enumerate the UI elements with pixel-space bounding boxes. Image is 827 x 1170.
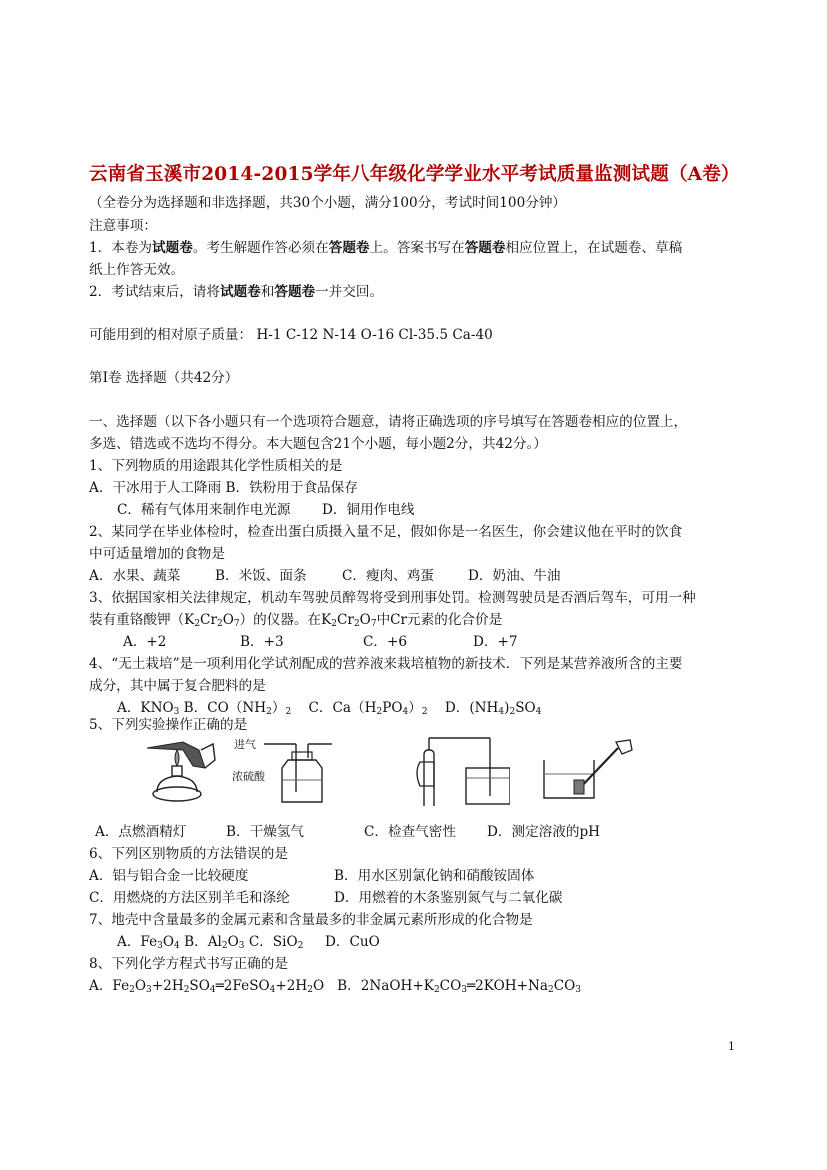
- subscript: 3: [461, 985, 467, 995]
- notice-bold: 试题卷: [152, 240, 193, 256]
- question-4-cont: 成分，其中属于复合肥料的是: [89, 678, 266, 694]
- acid-label: 浓硫酸: [232, 770, 265, 783]
- page-number: 1: [728, 1040, 735, 1053]
- subscript: 2: [433, 985, 440, 995]
- question-7: 7、地壳中含量最多的金属元素和含量最多的非金属元素所形成的化合物是: [89, 912, 533, 928]
- question-1: 1、下列物质的用途跟其化学性质相关的是: [89, 458, 343, 474]
- q3-text: O: [222, 612, 234, 628]
- subscript: 4: [535, 707, 542, 717]
- question-2-cont: 中可适量增加的食物是: [89, 546, 225, 562]
- q2-option-c: C．瘦肉、鸡蛋: [342, 568, 434, 584]
- subscript: 2: [285, 707, 292, 717]
- subscript: 2: [421, 707, 428, 717]
- q4-text: ）: [271, 700, 286, 716]
- subscript: 3: [238, 941, 245, 951]
- q2-option-d: D．奶油、牛油: [468, 568, 561, 584]
- subscript: 7: [233, 619, 240, 629]
- notice-text: 上。答案书写在: [369, 240, 465, 256]
- gas-washing-bottle-figure: [232, 736, 342, 806]
- page-title: 云南省玉溪市2014-2015学年八年级化学学业水平考试质量监测试题（A卷）: [89, 164, 740, 185]
- q4-options: [117, 699, 541, 717]
- q3-text: Cr: [337, 612, 354, 628]
- q1-options-ab: A．干冰用于人工降雨 B．铁粉用于食品保存: [89, 480, 358, 496]
- q6-option-d: D．用燃着的木条鉴别氮气与二氧化碳: [334, 890, 563, 906]
- q8-option-b: B．2NaOH+K: [337, 978, 434, 994]
- notice-item-1-cont: 纸上作答无效。: [89, 262, 185, 278]
- q8-options: [89, 977, 581, 995]
- subscript: 2: [547, 985, 554, 995]
- subscript: 3: [173, 707, 180, 717]
- q8-text: O: [313, 978, 325, 994]
- question-8: 8、下列化学方程式书写正确的是: [89, 956, 288, 972]
- q1-option-c: C．稀有气体用来制作电光源: [117, 502, 291, 518]
- exam-subtitle: （全卷分为选择题和非选择题，共30个小题，满分100分，考试时间100分钟）: [89, 195, 567, 211]
- q8-text: SO: [189, 978, 210, 994]
- section-instructions-cont: 多选、错选或不选均不得分。本大题包含21个小题，每小题2分，共42分。）: [89, 436, 547, 452]
- notice-text: 相应位置上，在试题卷、草稿: [505, 240, 683, 256]
- alcohol-lamp-figure: [143, 738, 219, 804]
- ph-measurement-figure: [538, 734, 634, 804]
- notice-item-1: [89, 239, 682, 257]
- q6-option-c: C．用燃烧的方法区别羊毛和涤纶: [89, 890, 290, 906]
- subscript: 2: [307, 985, 314, 995]
- q5-option-d: D．测定溶液的pH: [487, 824, 601, 840]
- subscript: 2: [331, 619, 338, 629]
- q3-option-a: A．+2: [123, 634, 167, 650]
- notice-bold: 答题卷: [274, 284, 316, 300]
- q4-text: PO: [382, 700, 403, 716]
- q7-option-d: D．CuO: [324, 934, 380, 950]
- q5-option-c: C．检查气密性: [364, 824, 456, 840]
- notice-text: 2．考试结束后，请将: [89, 284, 220, 300]
- q5-option-b: B．干燥氢气: [226, 824, 304, 840]
- q3-text: ）的仪器。在K: [239, 612, 332, 628]
- q4-option-a: A．KNO: [117, 700, 174, 716]
- subscript: 2: [353, 619, 360, 629]
- q8-text: ═2KOH+Na: [466, 978, 548, 994]
- subscript: 4: [174, 941, 180, 951]
- q5-figures: [0, 730, 827, 815]
- subscript: 2: [509, 707, 516, 717]
- notice-text: 和: [260, 284, 275, 300]
- part-heading: 第Ⅰ卷 选择题（共42分）: [89, 370, 239, 386]
- notice-bold: 答题卷: [328, 240, 370, 256]
- q8-text: O: [134, 978, 147, 994]
- q7-options: [117, 933, 380, 951]
- subscript: 3: [157, 941, 163, 951]
- subscript: 2: [376, 707, 383, 717]
- notice-bold: 试题卷: [220, 284, 261, 300]
- q3-text: 装有重铬酸钾（K: [89, 612, 195, 628]
- q8-text: +2H: [275, 978, 308, 994]
- q7-option-c: C．SiO: [248, 934, 298, 950]
- notice-heading: 注意事项：: [89, 218, 157, 234]
- q7-text: O: [227, 934, 239, 950]
- subscript: 2: [216, 619, 223, 629]
- q3-text: 中Cr元素的化合价是: [376, 612, 503, 628]
- question-4: 4、“无土栽培”是一项利用化学试剂配成的营养液来栽培植物的新技术．下列是某营养液所含的主要: [89, 656, 683, 672]
- subscript: 2: [297, 941, 304, 951]
- section-instructions: 一、选择题（以下各小题只有一个选项符合题意，请将正确选项的序号填写在答题卷相应的位置上，: [89, 414, 688, 430]
- subscript: 7: [370, 619, 377, 629]
- question-3: 3、依据国家相关法律规定，机动车驾驶员醉驾将受到刑事处罚。检测驾驶员是否酒后驾车，可用一种: [89, 590, 696, 606]
- subscript: 4: [498, 707, 505, 717]
- q7-option-b: B．Al: [184, 934, 222, 950]
- notice-text: 1．本卷为: [89, 240, 153, 256]
- q7-text: O: [162, 934, 175, 950]
- question-6: 6、下列区别物质的方法错误的是: [89, 846, 288, 862]
- q8-text: CO: [553, 978, 576, 994]
- q4-option-d: D．(NH: [444, 700, 499, 716]
- subscript: 2: [183, 985, 190, 995]
- q1-option-d: D．铜用作电线: [322, 502, 415, 518]
- notice-bold: 答题卷: [464, 240, 506, 256]
- q4-option-b: B．CO（NH: [183, 700, 267, 716]
- subscript: 3: [575, 985, 581, 995]
- q7-option-a: A．Fe: [117, 934, 158, 950]
- subscript: 4: [402, 707, 409, 717]
- question-5: 5、下列实验操作正确的是: [89, 717, 248, 733]
- q4-option-c: C．Ca（H: [308, 700, 377, 716]
- subscript: 3: [146, 985, 152, 995]
- subscript: 2: [194, 619, 201, 629]
- q8-text: CO: [439, 978, 462, 994]
- atomic-mass: 可能用到的相对原子质量： H-1 C-12 N-14 O-16 Cl-35.5 Ca-40: [89, 327, 493, 343]
- subscript: 2: [129, 985, 135, 995]
- q3-text: O: [359, 612, 371, 628]
- q3-option-b: B．+3: [240, 634, 284, 650]
- subscript: 4: [209, 985, 216, 995]
- subscript: 2: [266, 707, 272, 717]
- notice-item-2: [89, 283, 383, 301]
- q3-option-d: D．+7: [473, 634, 518, 650]
- subscript: 2: [221, 941, 228, 951]
- q2-option-a: A．水果、蔬菜: [89, 568, 181, 584]
- notice-text: 。考生解题作答必须在: [192, 240, 329, 256]
- notice-text: 一并交回。: [315, 284, 384, 300]
- airtightness-check-figure: [410, 732, 510, 806]
- q8-text: ═2FeSO: [215, 978, 270, 994]
- q3-option-c: C．+6: [363, 634, 408, 650]
- gas-in-label: 进气: [234, 738, 256, 751]
- q8-text: +2H: [151, 978, 184, 994]
- q2-option-b: B．米饭、面条: [215, 568, 307, 584]
- q4-text: SO: [515, 700, 536, 716]
- subscript: 4: [269, 985, 276, 995]
- q4-text: ): [504, 700, 510, 716]
- question-3-cont: [89, 611, 502, 629]
- q4-text: ）: [408, 700, 422, 716]
- q3-text: Cr: [200, 612, 217, 628]
- q6-option-a: A．铝与铝合金一比较硬度: [89, 868, 249, 884]
- q8-option-a: A．Fe: [89, 978, 130, 994]
- question-2: 2、某同学在毕业体检时，检查出蛋白质摄入量不足，假如你是一名医生，你会建议他在平时的饮食: [89, 524, 683, 540]
- q6-option-b: B．用水区别氯化钠和硝酸铵固体: [334, 868, 535, 884]
- q5-option-a: A．点燃酒精灯: [95, 824, 187, 840]
